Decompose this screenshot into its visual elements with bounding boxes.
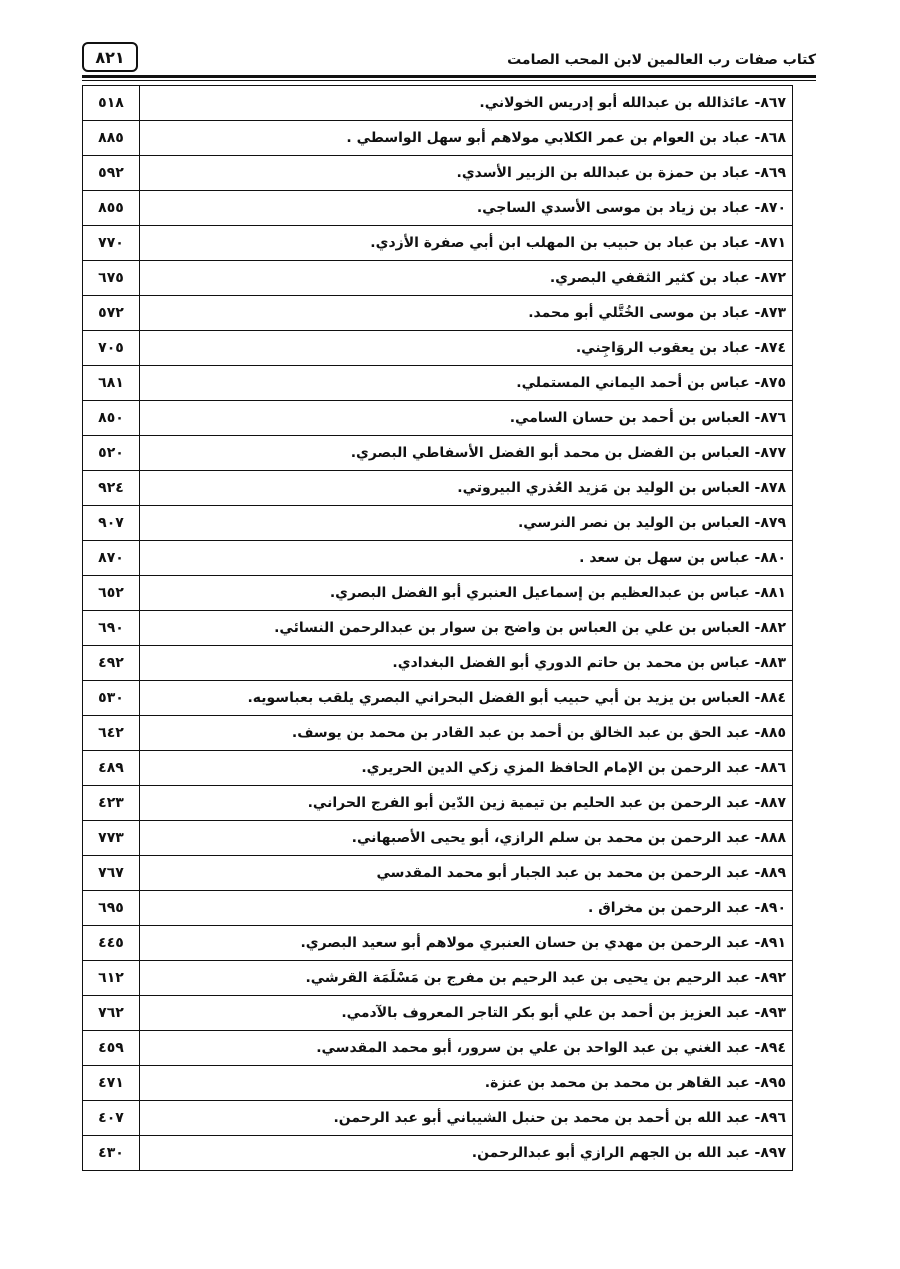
table-row [83,751,793,786]
entry-page-number: ٨٧٠ [83,541,140,576]
entry-page-number: ٤٢٣ [83,786,140,821]
entry-page-number: ٤٩٢ [83,646,140,681]
entry-name: ٨٨٣- عباس بن محمد بن حاتم الدوري أبو الفضل البغدادي. [140,646,793,681]
table-row [83,926,793,961]
entry-page-number: ٧٧٠ [83,226,140,261]
entry-page-number: ٥٧٢ [83,296,140,331]
table-row [83,331,793,366]
entry-page-number: ٦٤٢ [83,716,140,751]
table-row [83,681,793,716]
entry-page-number: ٥١٨ [83,86,140,121]
book-title: كتاب صفات رب العالمين لابن المحب الصامت [507,52,816,68]
entry-page-number: ٦٩٠ [83,611,140,646]
table-row [83,611,793,646]
table-row [83,646,793,681]
table-row [83,226,793,261]
table-row [83,296,793,331]
entry-name: ٨٨٠- عباس بن سهل بن سعد . [140,541,793,576]
table-row [83,156,793,191]
entry-page-number: ٤٨٩ [83,751,140,786]
entry-page-number: ٩٢٤ [83,471,140,506]
entry-name: ٨٩٦- عبد الله بن أحمد بن محمد بن حنبل الشيباني أبو عبد الرحمن. [140,1101,793,1136]
entry-name: ٨٨٥- عبد الحق بن عبد الخالق بن أحمد بن عبد القادر بن محمد بن يوسف. [140,716,793,751]
entry-name: ٨٩٧- عبد الله بن الجهم الرازي أبو عبدالرحمن. [140,1136,793,1171]
table-row [83,576,793,611]
header-rule-thin [82,80,816,81]
entry-name: ٨٨٤- العباس بن يزيد بن أبي حبيب أبو الفضل البحراني البصري يلقب بعباسويه. [140,681,793,716]
entry-name: ٨٧٠- عباد بن زياد بن موسى الأسدي الساجي. [140,191,793,226]
entry-name: ٨٩٥- عبد القاهر بن محمد بن محمد بن عنزة. [140,1066,793,1101]
table-row [83,191,793,226]
entry-name: ٨٨٦- عبد الرحمن بن الإمام الحافظ المزي زكي الدين الحريري. [140,751,793,786]
entry-page-number: ٨٨٥ [83,121,140,156]
entry-name: ٨٨٩- عبد الرحمن بن محمد بن عبد الجبار أبو محمد المقدسي [140,856,793,891]
entry-page-number: ٦٥٢ [83,576,140,611]
page-number: ٨٢١ [82,42,138,72]
entry-page-number: ٥٩٢ [83,156,140,191]
table-row [83,541,793,576]
table-row [83,1031,793,1066]
entry-page-number: ٦٧٥ [83,261,140,296]
entry-page-number: ٧٠٥ [83,331,140,366]
entry-page-number: ٦١٢ [83,961,140,996]
entry-page-number: ٤٧١ [83,1066,140,1101]
entry-page-number: ٤٤٥ [83,926,140,961]
entry-name: ٨٦٧- عائذالله بن عبدالله أبو إدريس الخولاني. [140,86,793,121]
header-rule-thick [82,75,816,78]
entry-name: ٨٨٨- عبد الرحمن بن محمد بن سلم الرازي، أبو يحيى الأصبهاني. [140,821,793,856]
table-row [83,821,793,856]
entry-name: ٨٦٩- عباد بن حمزة بن عبدالله بن الزبير الأسدي. [140,156,793,191]
entry-page-number: ٨٥٥ [83,191,140,226]
table-row [83,786,793,821]
entry-name: ٨٧٨- العباس بن الوليد بن مَزيد العُذري البيروتي. [140,471,793,506]
table-row [83,716,793,751]
table-row [83,996,793,1031]
entry-name: ٨٧٤- عباد بن يعقوب الروَاجِني. [140,331,793,366]
table-row [83,401,793,436]
entry-page-number: ٩٠٧ [83,506,140,541]
entry-page-number: ٧٦٧ [83,856,140,891]
entry-page-number: ٧٧٣ [83,821,140,856]
entry-name: ٨٧٥- عباس بن أحمد اليماني المستملي. [140,366,793,401]
entry-name: ٨٨٧- عبد الرحمن بن عبد الحليم بن تيمية زين الدّين أبو الفرج الحراني. [140,786,793,821]
table-row [83,1066,793,1101]
entry-name: ٨٨١- عباس بن عبدالعظيم بن إسماعيل العنبري أبو الفضل البصري. [140,576,793,611]
table-row [83,471,793,506]
table-row [83,891,793,926]
entry-name: ٨٦٨- عباد بن العوام بن عمر الكلابي مولاهم أبو سهل الواسطي . [140,121,793,156]
table-row [83,1136,793,1171]
entry-name: ٨٧٩- العباس بن الوليد بن نصر النرسي. [140,506,793,541]
table-row [83,121,793,156]
entry-name: ٨٧١- عباد بن عباد بن حبيب بن المهلب ابن أبي صفرة الأزدي. [140,226,793,261]
index-table-body [83,86,793,1171]
entry-name: ٨٩٣- عبد العزيز بن أحمد بن علي أبو بكر التاجر المعروف بالآدمي. [140,996,793,1031]
entry-name: ٨٧٧- العباس بن الفضل بن محمد أبو الفضل الأسفاطي البصري. [140,436,793,471]
table-row [83,86,793,121]
entry-name: ٨٨٢- العباس بن علي بن العباس بن واضح بن سوار بن عبدالرحمن النسائي. [140,611,793,646]
table-row [83,436,793,471]
entry-name: ٨٧٢- عباد بن كثير الثقفي البصري. [140,261,793,296]
page-header [82,40,816,80]
entry-page-number: ٦٩٥ [83,891,140,926]
table-row [83,366,793,401]
entry-page-number: ٦٨١ [83,366,140,401]
table-row [83,506,793,541]
entry-name: ٨٧٦- العباس بن أحمد بن حسان السامي. [140,401,793,436]
entry-name: ٨٧٣- عباد بن موسى الخُتَّلي أبو محمد. [140,296,793,331]
table-row [83,856,793,891]
table-row [83,261,793,296]
entry-page-number: ٤٣٠ [83,1136,140,1171]
entry-name: ٨٩٤- عبد الغني بن عبد الواحد بن علي بن سرور، أبو محمد المقدسي. [140,1031,793,1066]
table-row [83,961,793,996]
entry-name: ٨٩١- عبد الرحمن بن مهدي بن حسان العنبري مولاهم أبو سعيد البصري. [140,926,793,961]
entry-page-number: ٤٠٧ [83,1101,140,1136]
entry-page-number: ٥٣٠ [83,681,140,716]
table-row [83,1101,793,1136]
entry-page-number: ٥٢٠ [83,436,140,471]
index-table [82,85,793,1171]
entry-page-number: ٨٥٠ [83,401,140,436]
entry-name: ٨٩٠- عبد الرحمن بن مخراق . [140,891,793,926]
entry-name: ٨٩٢- عبد الرحيم بن يحيى بن عبد الرحيم بن مفرج بن مَسْلَمَة القرشي. [140,961,793,996]
entry-page-number: ٤٥٩ [83,1031,140,1066]
entry-page-number: ٧٦٢ [83,996,140,1031]
